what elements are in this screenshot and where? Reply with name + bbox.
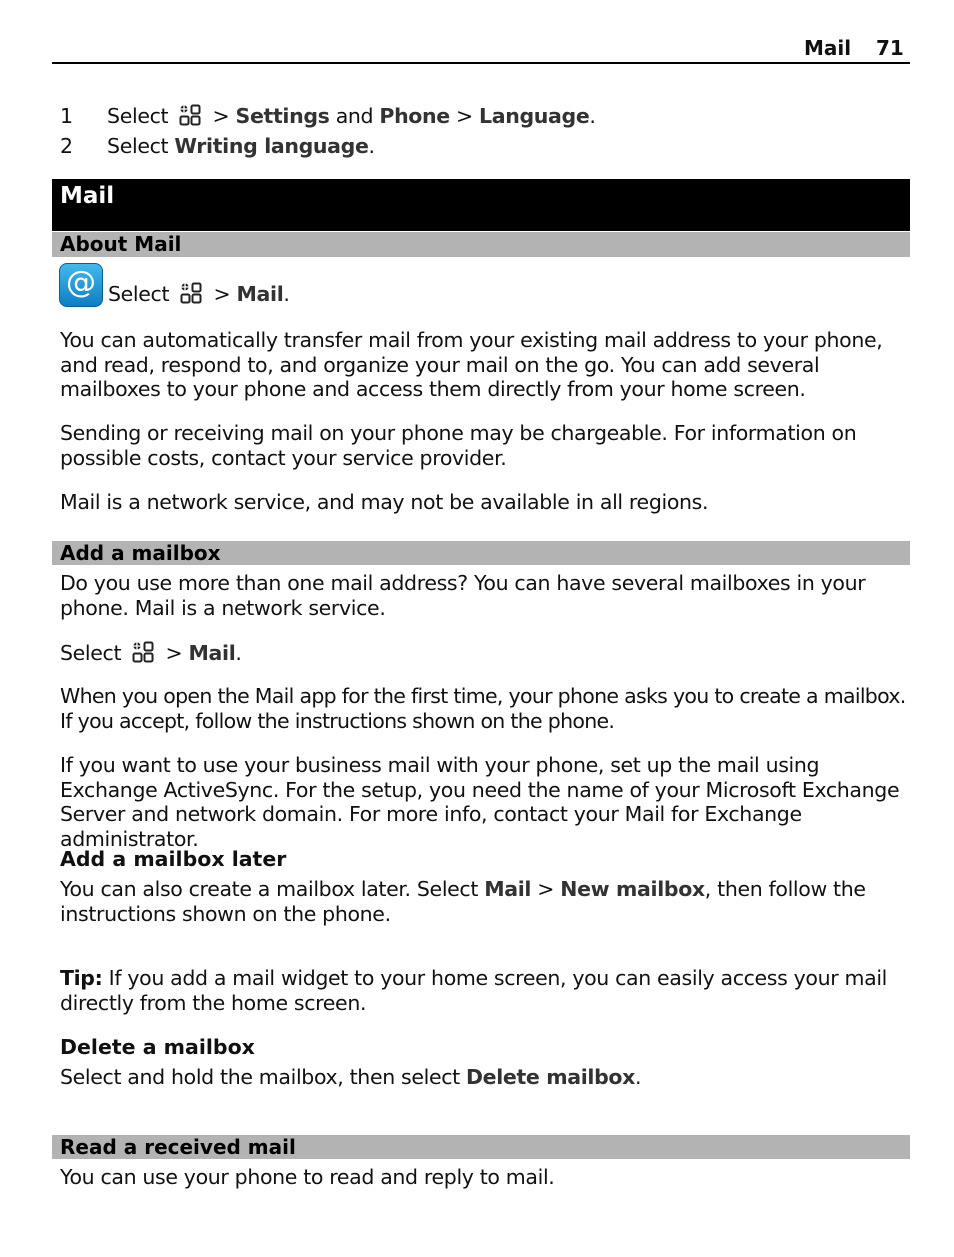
add-paragraph-3: If you want to use your business mail with your phone, set up the mail using Exchange ActiveSync. For the setup, you need the name of your Microsoft Exchange Server and network domain. For more info, contact your Mail for Exchange administrator. (60, 753, 900, 851)
step-number: 2 (60, 134, 73, 158)
page-number: 71 (876, 36, 904, 60)
period: . (283, 282, 290, 306)
apps-icon (178, 103, 202, 127)
arrow: > (537, 877, 555, 901)
add-select-line (60, 640, 242, 666)
period: . (368, 134, 375, 158)
add-paragraph-2: When you open the Mail app for the first time, your phone asks you to create a mailbox. If you accept, follow the instructions shown on the phone. (60, 684, 906, 733)
new-mailbox-label: New mailbox (560, 877, 705, 901)
later-text: You can also create a mailbox later. Select (60, 877, 479, 901)
mail-app-icon: @ (59, 263, 103, 307)
select-word: Select (107, 104, 169, 128)
add-later-paragraph (60, 877, 910, 926)
running-header-section: Mail (804, 36, 852, 60)
subheading-delete: Delete a mailbox (60, 1035, 255, 1059)
chapter-title: Mail (60, 183, 115, 209)
arrow: > (212, 104, 230, 128)
period: . (635, 1065, 642, 1089)
section-bar-add (52, 541, 910, 565)
settings-label: Settings (235, 104, 330, 128)
section-bar-about (52, 232, 910, 257)
step-number: 1 (60, 104, 73, 128)
and-word: and (335, 104, 374, 128)
select-word: Select (108, 282, 170, 306)
header-rule (52, 62, 910, 64)
apps-icon (131, 640, 155, 664)
select-word: Select (107, 134, 169, 158)
subheading-add-later: Add a mailbox later (60, 847, 287, 871)
language-label: Language (479, 104, 590, 128)
phone-label: Phone (379, 104, 450, 128)
arrow: > (165, 641, 183, 665)
delete-mailbox-label: Delete mailbox (466, 1065, 636, 1089)
step-1 (60, 103, 910, 129)
section-heading: About Mail (60, 232, 182, 256)
period: . (589, 104, 596, 128)
delete-paragraph (60, 1065, 910, 1090)
section-heading: Add a mailbox (60, 541, 221, 565)
about-paragraph-1: You can automatically transfer mail from your existing mail address to your phone, and read, respond to, and organize your mail on the go. You can add several mailboxes to your phone and access them directly from your home screen. (60, 328, 883, 401)
about-paragraph-2: Sending or receiving mail on your phone may be chargeable. For information on possible costs, contact your service provider. (60, 421, 857, 470)
section-bar-read (52, 1135, 910, 1159)
add-paragraph-1: Do you use more than one mail address? You can have several mailboxes in your phone. Mail is a network service. (60, 571, 866, 620)
writing-language-label: Writing language (174, 134, 369, 158)
chapter-bar (52, 179, 910, 231)
tip-label: Tip: (60, 966, 103, 990)
tip-text: If you add a mail widget to your home screen, you can easily access your mail directly from the home screen. (60, 966, 888, 1015)
mail-label: Mail (236, 282, 284, 306)
tip-paragraph (60, 966, 910, 1015)
about-select-line (108, 281, 290, 307)
later-text-end: , then follow the instructions shown on the phone. (60, 877, 866, 926)
about-paragraph-3: Mail is a network service, and may not be available in all regions. (60, 490, 709, 514)
arrow: > (456, 104, 473, 128)
apps-icon (179, 281, 203, 305)
mail-label: Mail (484, 877, 532, 901)
arrow: > (213, 282, 231, 306)
select-word: Select (60, 641, 122, 665)
mail-label: Mail (188, 641, 236, 665)
delete-text: Select and hold the mailbox, then select (60, 1065, 460, 1089)
section-heading: Read a received mail (60, 1135, 296, 1159)
read-paragraph: You can use your phone to read and reply to mail. (60, 1165, 555, 1189)
period: . (235, 641, 242, 665)
step-2 (60, 134, 910, 159)
